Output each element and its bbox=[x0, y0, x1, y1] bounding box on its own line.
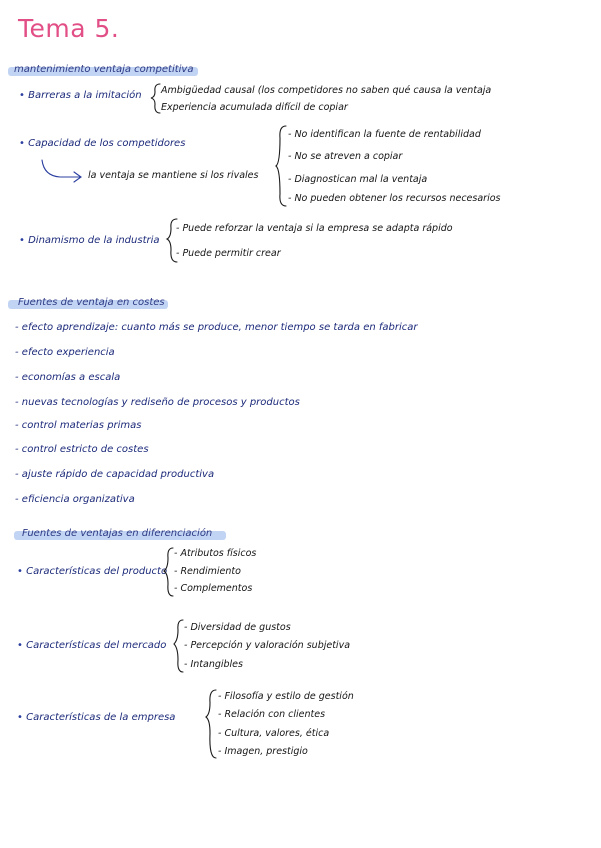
section-heading: Fuentes de ventaja en costes bbox=[18, 297, 165, 308]
topic-text: Características del mercado bbox=[26, 640, 167, 651]
topic-text: Características de la empresa bbox=[26, 712, 176, 723]
list-item: - Puede permitir crear bbox=[176, 248, 281, 259]
topic-label bbox=[17, 566, 167, 577]
list-item: - Imagen, prestigio bbox=[218, 746, 308, 757]
bullet-icon: • bbox=[17, 566, 23, 577]
list-item: Experiencia acumulada difícil de copiar bbox=[161, 102, 348, 113]
list-item: - ajuste rápido de capacidad productiva bbox=[15, 469, 215, 480]
bullet-icon: • bbox=[17, 712, 23, 723]
list-item: - economías a escala bbox=[15, 372, 121, 383]
list-item: - control estricto de costes bbox=[15, 444, 149, 455]
list-item: - Relación con clientes bbox=[218, 709, 326, 720]
list-item: - efecto aprendizaje: cuanto más se produce, menor tiempo se tarda en fabricar bbox=[15, 322, 418, 333]
topic-label bbox=[19, 235, 160, 246]
topic-label bbox=[19, 90, 142, 101]
topic-label bbox=[17, 640, 166, 651]
bracket-icon bbox=[206, 690, 216, 758]
list-item: - Rendimiento bbox=[174, 566, 241, 577]
bullet-icon: • bbox=[19, 138, 25, 149]
list-item: - control materias primas bbox=[15, 420, 142, 431]
list-item: Ambigüedad causal (los competidores no saben qué causa la ventaja bbox=[161, 85, 492, 96]
list-item: - Diversidad de gustos bbox=[184, 622, 291, 633]
list-item: - nuevas tecnologías y rediseño de procesos y productos bbox=[15, 397, 300, 408]
bracket-icon bbox=[174, 620, 183, 672]
page-title: Tema 5. bbox=[18, 14, 120, 43]
list-item: - efecto experiencia bbox=[15, 347, 115, 358]
list-item: - Complementos bbox=[174, 583, 253, 594]
section-heading: Fuentes de ventajas en diferenciación bbox=[22, 528, 213, 539]
bracket-icon bbox=[151, 84, 160, 113]
list-item: - eficiencia organizativa bbox=[15, 494, 135, 505]
section-heading: mantenimiento ventaja competitiva bbox=[14, 64, 194, 75]
list-item: - No se atreven a copiar bbox=[288, 151, 403, 162]
list-item: - Atributos físicos bbox=[174, 548, 257, 559]
list-item: - Diagnostican mal la ventaja bbox=[288, 174, 428, 185]
topic-label bbox=[17, 712, 175, 723]
list-item: - Filosofía y estilo de gestión bbox=[218, 691, 354, 702]
arrow-head-icon bbox=[74, 172, 81, 182]
list-item: - No identifican la fuente de rentabilidad bbox=[288, 129, 481, 140]
list-item: - Cultura, valores, ética bbox=[218, 728, 330, 739]
list-item: - Intangibles bbox=[184, 659, 243, 670]
bullet-icon: • bbox=[17, 640, 23, 651]
topic-text: Características del producto bbox=[26, 566, 168, 577]
topic-label bbox=[19, 138, 185, 149]
list-item: - Percepción y valoración subjetiva bbox=[184, 640, 351, 651]
bracket-icon bbox=[276, 126, 286, 206]
bullet-icon: • bbox=[19, 235, 25, 246]
topic-text: Capacidad de los competidores bbox=[28, 138, 186, 149]
list-item: - Puede reforzar la ventaja si la empresa se adapta rápido bbox=[176, 223, 453, 234]
bullet-icon: • bbox=[19, 90, 25, 101]
topic-text: Dinamismo de la industria bbox=[28, 235, 160, 246]
list-item: - No pueden obtener los recursos necesarios bbox=[288, 193, 501, 204]
sub-label: la ventaja se mantiene si los rivales bbox=[88, 170, 259, 181]
topic-text: Barreras a la imitación bbox=[28, 90, 142, 101]
arrow-icon bbox=[42, 160, 80, 177]
